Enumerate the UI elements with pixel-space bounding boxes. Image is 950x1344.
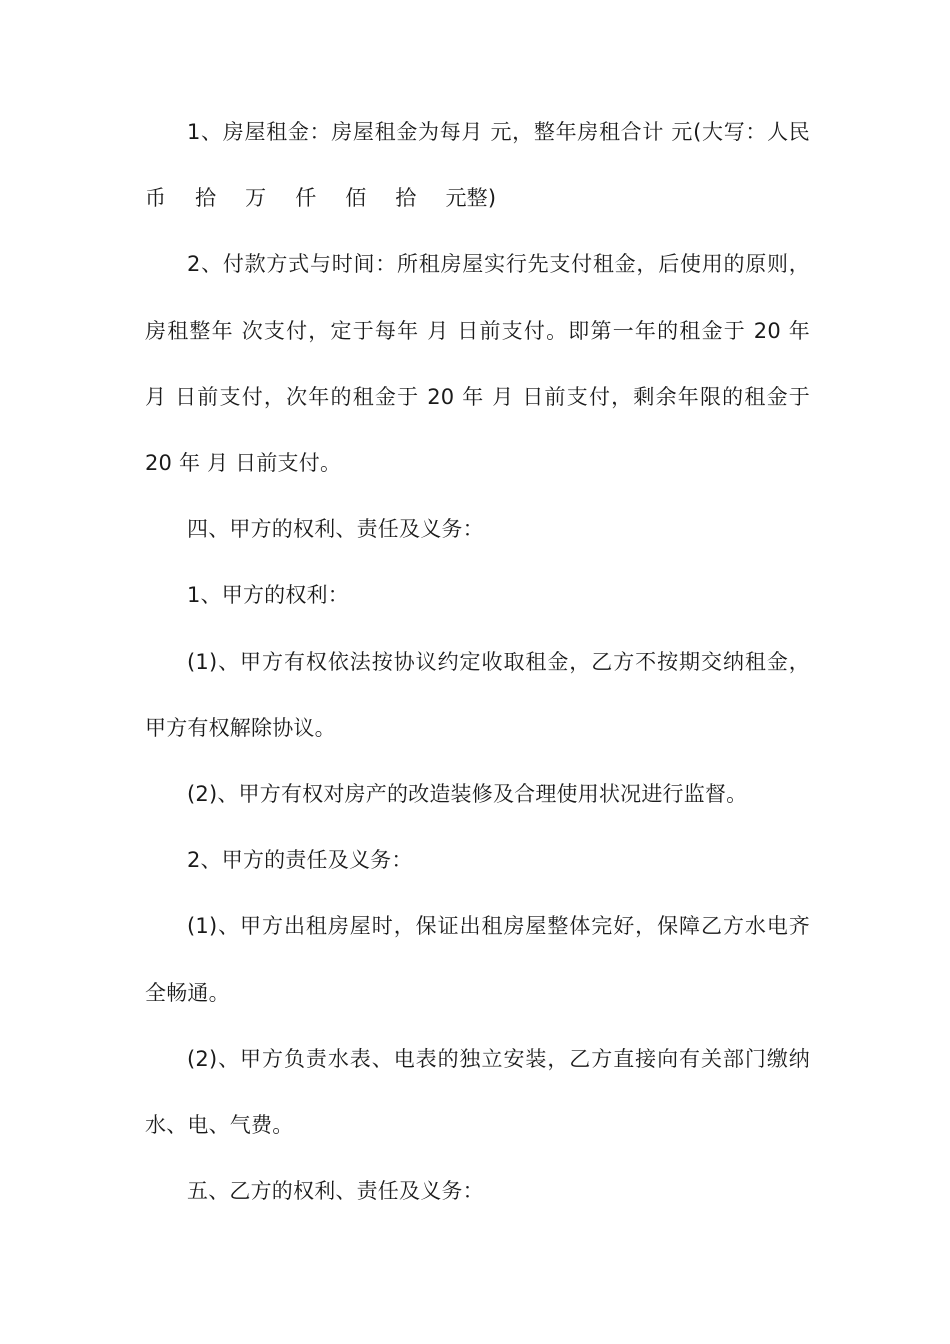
paragraph-line: (1)、甲方有权依法按协议约定收取租金，乙方不按期交纳租金， — [187, 650, 810, 674]
section-heading: 五、乙方的权利、责任及义务： — [187, 1179, 484, 1203]
paragraph-line: 水、电、气费。 — [145, 1113, 294, 1137]
paragraph-line: 币 拾 万 仟 佰 拾 元整) — [145, 186, 497, 210]
paragraph-line: 甲方有权解除协议。 — [145, 716, 336, 740]
paragraph-line: 1、房屋租金：房屋租金为每月 元，整年房租合计 元(大写：人民 — [187, 120, 810, 144]
paragraph-line: 全畅通。 — [145, 981, 230, 1005]
paragraph-line: (1)、甲方出租房屋时，保证出租房屋整体完好，保障乙方水电齐 — [187, 914, 810, 938]
subsection-heading: 2、甲方的责任及义务： — [187, 848, 413, 872]
paragraph-line: 月 日前支付，次年的租金于 20 年 月 日前支付，剩余年限的租金于 — [145, 385, 810, 409]
subsection-heading: 1、甲方的权利： — [187, 583, 349, 607]
paragraph-line: 2、付款方式与时间：所租房屋实行先支付租金，后使用的原则， — [187, 252, 810, 276]
paragraph-line: (2)、甲方负责水表、电表的独立安装，乙方直接向有关部门缴纳 — [187, 1047, 810, 1071]
paragraph-line: (2)、甲方有权对房产的改造装修及合理使用状况进行监督。 — [187, 782, 748, 806]
paragraph-line: 20 年 月 日前支付。 — [145, 451, 342, 475]
paragraph-line: 房租整年 次支付，定于每年 月 日前支付。即第一年的租金于 20 年 — [145, 319, 810, 343]
section-heading: 四、甲方的权利、责任及义务： — [187, 517, 484, 541]
